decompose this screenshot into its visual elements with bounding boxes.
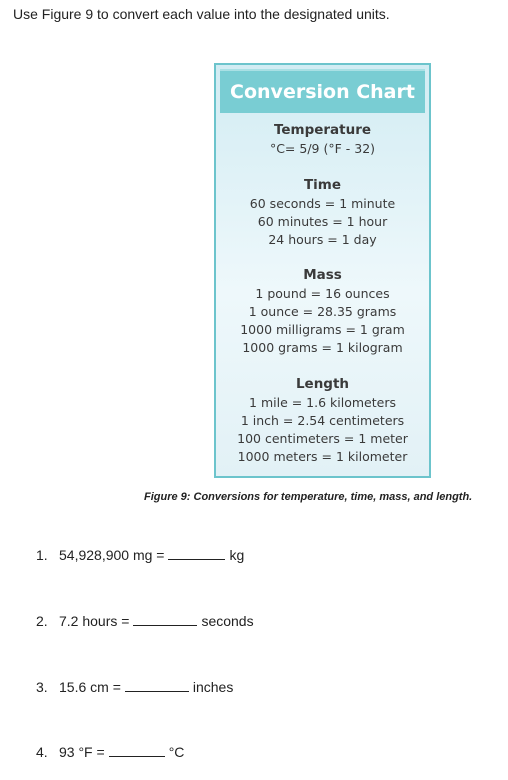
question-prompt: 7.2 hours =	[59, 613, 130, 629]
section-heading: Length	[295, 376, 350, 392]
section-time	[216, 176, 429, 249]
conversion-line: 1 ounce = 28.35 grams	[248, 304, 397, 319]
conversion-line: 100 centimeters = 1 meter	[237, 431, 408, 446]
conversion-line: 1 pound = 16 ounces	[255, 286, 390, 301]
answer-blank[interactable]	[125, 690, 189, 692]
section-heading: Mass	[303, 267, 342, 283]
question-prompt: 54,928,900 mg =	[59, 547, 165, 563]
section-length	[216, 375, 429, 466]
question-prompt: 15.6 cm =	[59, 679, 121, 695]
section-heading: Temperature	[273, 122, 372, 138]
chart-title: Conversion Chart	[220, 69, 425, 113]
question-number: 1.	[36, 547, 48, 563]
question-number: 3.	[36, 679, 48, 695]
question-4	[36, 744, 184, 760]
question-2	[36, 613, 254, 629]
section-mass	[216, 266, 429, 357]
conversion-line: 1000 grams = 1 kilogram	[242, 340, 403, 355]
question-number: 2.	[36, 613, 48, 629]
conversion-line: °C= 5/9 (°F - 32)	[269, 141, 376, 156]
answer-blank[interactable]	[133, 624, 197, 626]
question-unit: kg	[229, 547, 245, 563]
question-unit: inches	[192, 679, 234, 695]
answer-blank[interactable]	[109, 755, 165, 757]
question-number: 4.	[36, 744, 48, 760]
question-prompt: 93 °F =	[59, 744, 105, 760]
instructions-text: Use Figure 9 to convert each value into the designated units.	[13, 6, 390, 22]
conversion-line: 60 minutes = 1 hour	[257, 214, 388, 229]
conversion-line: 1000 milligrams = 1 gram	[240, 322, 405, 337]
section-heading: Time	[303, 177, 342, 193]
conversion-line: 1000 meters = 1 kilometer	[237, 449, 408, 464]
question-1	[36, 547, 244, 563]
question-unit: seconds	[201, 613, 254, 629]
figure-caption: Figure 9: Conversions for temperature, time, mass, and length.	[144, 491, 473, 503]
answer-blank[interactable]	[168, 558, 225, 560]
conversion-chart	[214, 63, 431, 478]
question-unit: °C	[168, 744, 185, 760]
conversion-line: 1 mile = 1.6 kilometers	[249, 395, 396, 410]
question-3	[36, 679, 233, 695]
section-temperature	[216, 121, 429, 158]
conversion-line: 60 seconds = 1 minute	[249, 196, 396, 211]
conversion-line: 1 inch = 2.54 centimeters	[240, 413, 405, 428]
conversion-line: 24 hours = 1 day	[268, 232, 377, 247]
